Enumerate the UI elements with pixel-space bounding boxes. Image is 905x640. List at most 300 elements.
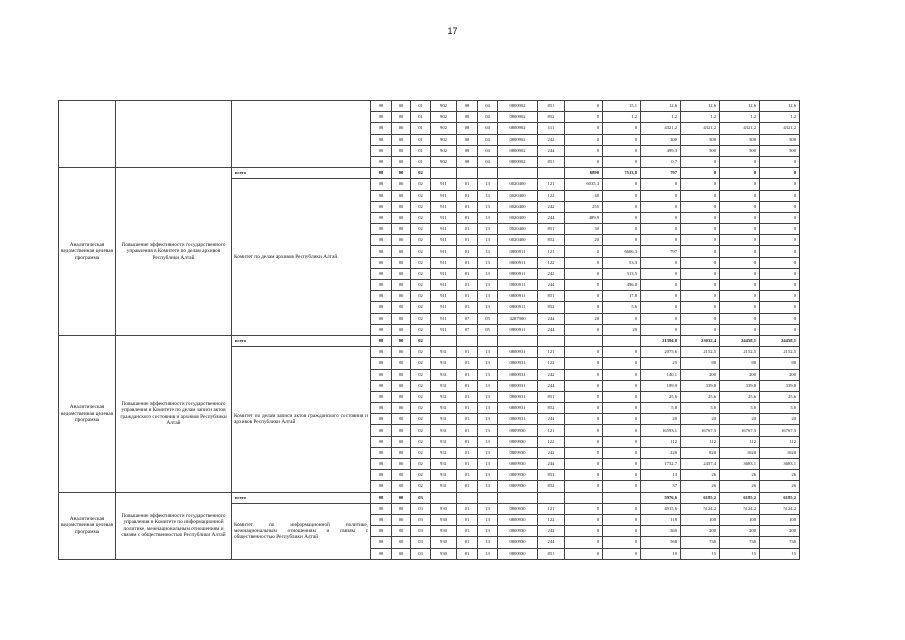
table-cell: 0 (760, 302, 800, 313)
table-cell: 0 (681, 179, 720, 190)
table-cell: 13 (478, 224, 498, 235)
table-cell: 00 (392, 145, 411, 156)
table-cell: 930 (431, 514, 457, 525)
table-cell: 13 (478, 179, 498, 190)
table-cell: 0 (603, 447, 641, 458)
table-cell: 20 (565, 235, 603, 246)
table-cell: 15 (760, 548, 800, 559)
table-cell: 25,6 (720, 391, 760, 402)
table-cell: 03 (411, 514, 431, 525)
table-cell: 0 (603, 481, 641, 492)
table-cell: 931 (431, 414, 457, 425)
table-cell: 13 (478, 481, 498, 492)
table-cell: 0 (603, 190, 641, 201)
total-value-cell (431, 492, 457, 503)
table-cell: 00 (392, 156, 411, 167)
table-cell: 01 (457, 201, 478, 212)
table-cell: 360 (641, 526, 681, 537)
table-cell: 736 (720, 537, 760, 548)
table-cell: 08 (371, 403, 392, 414)
table-cell: 0 (603, 514, 641, 525)
table-cell: 12,6 (681, 101, 720, 112)
table-cell: 902 (431, 123, 457, 134)
table-cell: 08 (371, 436, 392, 447)
table-cell: 02 (411, 425, 431, 436)
table-cell: 1,2 (641, 112, 681, 123)
table-cell: 6606,3 (603, 246, 641, 257)
table-cell: 931 (431, 347, 457, 358)
table-cell: 111 (538, 123, 565, 134)
table-cell: 100 (681, 514, 720, 525)
table-cell: 00 (392, 190, 411, 201)
table-cell: 930 (431, 526, 457, 537)
table-cell: 0 (565, 123, 603, 134)
table-cell: 0 (720, 224, 760, 235)
table-cell: 244 (538, 212, 565, 223)
table-cell: 00 (392, 280, 411, 291)
table-cell: 0 (681, 280, 720, 291)
table-cell: 13 (478, 537, 498, 548)
table-cell: 244 (538, 324, 565, 335)
table-cell: 02 (411, 212, 431, 223)
table-cell: 02 (411, 179, 431, 190)
table-cell: 852 (538, 403, 565, 414)
table-cell: 00 (392, 537, 411, 548)
table-cell: 0 (603, 403, 641, 414)
table-cell: 0 (681, 201, 720, 212)
total-value-cell: 6185,2 (720, 492, 760, 503)
total-value-cell (457, 492, 478, 503)
table-cell: 0800902 (498, 101, 538, 112)
table-cell: 01 (457, 459, 478, 470)
table-cell: 0800930 (498, 526, 538, 537)
table-cell: 02 (411, 324, 431, 335)
table-cell: 0 (565, 414, 603, 425)
total-value-cell: 08 (371, 168, 392, 179)
table-cell: 13 (478, 470, 498, 481)
table-cell: 0 (565, 459, 603, 470)
table-cell: 0 (603, 503, 641, 514)
table-cell: 4915,6 (641, 503, 681, 514)
total-value-cell: 6185,2 (760, 492, 800, 503)
total-value-cell: 00 (392, 168, 411, 179)
table-cell: 00 (392, 514, 411, 525)
total-value-cell: 6185,2 (681, 492, 720, 503)
table-cell: 20 (641, 414, 681, 425)
table-cell: 00 (392, 403, 411, 414)
table-cell: 0 (720, 156, 760, 167)
total-value-cell (431, 168, 457, 179)
table-cell: 01 (457, 212, 478, 223)
program-goal-cell: Повышение эффективности государственного управления в Комитете по делам архивов Республики Алтай (116, 168, 232, 336)
table-cell: 5124,2 (681, 503, 720, 514)
table-cell: 01 (457, 537, 478, 548)
table-cell: 13 (478, 280, 498, 291)
table-cell: 20 (720, 414, 760, 425)
table-cell: 01 (457, 447, 478, 458)
table-cell: 0800931 (498, 369, 538, 380)
table-cell: 6035,3 (565, 179, 603, 190)
total-value-cell: 7513,8 (603, 168, 641, 179)
table-cell: 13 (478, 380, 498, 391)
table-cell: 01 (411, 134, 431, 145)
table-cell: 13 (478, 503, 498, 514)
table-cell: 08 (371, 246, 392, 257)
table-cell: 01 (457, 548, 478, 559)
table-cell: 08 (371, 145, 392, 156)
table-cell: 80 (681, 358, 720, 369)
table-cell: 200 (720, 369, 760, 380)
table-cell: 0 (565, 347, 603, 358)
table-cell: 02 (411, 470, 431, 481)
table-cell: 01 (411, 145, 431, 156)
table-cell: 20 (565, 313, 603, 324)
table-cell: 08 (371, 201, 392, 212)
section-total-row (59, 168, 849, 179)
table-cell: 13 (478, 514, 498, 525)
table-cell: 15,1 (603, 101, 641, 112)
total-value-cell (431, 335, 457, 346)
table-cell: 200 (760, 369, 800, 380)
table-cell: 13 (478, 347, 498, 358)
table-cell: 242 (538, 526, 565, 537)
table-cell: 902 (431, 156, 457, 167)
table-cell: 08 (371, 235, 392, 246)
table-cell: 08 (371, 324, 392, 335)
table-cell: 0 (760, 224, 800, 235)
table-cell: 911 (431, 257, 457, 268)
table-cell: 00 (392, 123, 411, 134)
table-cell: 0020400 (498, 179, 538, 190)
table-cell: 02 (411, 447, 431, 458)
table-cell: 01 (457, 257, 478, 268)
table-cell: 0 (681, 302, 720, 313)
table-cell: 931 (431, 447, 457, 458)
table-cell: 0 (760, 246, 800, 257)
total-value-cell (565, 492, 603, 503)
total-value-cell (457, 335, 478, 346)
table-cell: 04 (478, 123, 498, 134)
table-cell: 0800902 (498, 156, 538, 167)
table-cell: 01 (457, 514, 478, 525)
table-cell: 00 (392, 313, 411, 324)
table-cell: 08 (371, 391, 392, 402)
table-cell: 0800931 (498, 403, 538, 414)
table-cell: 13 (478, 369, 498, 380)
table-cell: 931 (431, 459, 457, 470)
table-cell: 03 (411, 526, 431, 537)
table-cell: 08 (371, 123, 392, 134)
table-cell: 496,8 (603, 280, 641, 291)
program-name-cell: Аналитическая ведомственная целевая программа (59, 168, 116, 336)
table-cell: 500 (760, 145, 800, 156)
table-cell: 300 (681, 134, 720, 145)
table-cell: 0 (760, 280, 800, 291)
table-cell: 851 (538, 291, 565, 302)
table-cell: 0020400 (498, 190, 538, 201)
table-cell: 13 (478, 257, 498, 268)
table-cell: 0 (720, 257, 760, 268)
table-cell: 01 (457, 403, 478, 414)
table-cell: 851 (538, 224, 565, 235)
table-cell: 0 (641, 224, 681, 235)
table-cell: 0 (720, 280, 760, 291)
table-cell: 121 (538, 503, 565, 514)
budget-table (58, 100, 849, 560)
table-cell: 16767,3 (681, 425, 720, 436)
table-cell: 0 (603, 235, 641, 246)
table-cell: 0020400 (498, 212, 538, 223)
table-cell: 16767,3 (720, 425, 760, 436)
total-value-cell: 08 (371, 335, 392, 346)
table-cell: 80 (760, 358, 800, 369)
table-cell: 03 (411, 548, 431, 559)
table-row (59, 101, 849, 112)
table-cell: 0 (681, 156, 720, 167)
table-cell: 122 (538, 436, 565, 447)
table-cell: 25,6 (681, 391, 720, 402)
table-cell: 15 (720, 548, 760, 559)
table-cell: 0 (565, 358, 603, 369)
table-cell: 01 (411, 101, 431, 112)
table-cell: 01 (457, 526, 478, 537)
table-cell: 5124,2 (760, 503, 800, 514)
table-cell: 16593,1 (641, 425, 681, 436)
total-value-cell (478, 335, 498, 346)
executor-cell (232, 101, 371, 168)
table-cell: 0 (760, 190, 800, 201)
table-cell: 08 (371, 548, 392, 559)
table-cell: 13 (478, 403, 498, 414)
table-cell: 17,8 (603, 291, 641, 302)
table-cell: 911 (431, 302, 457, 313)
program-name-cell: Аналитическая ведомственная целевая программа (59, 492, 116, 559)
table-cell: 00 (392, 212, 411, 223)
table-cell: 13 (478, 190, 498, 201)
table-cell: 00 (392, 324, 411, 335)
total-label: всего (232, 492, 371, 503)
table-cell: 0 (565, 514, 603, 525)
table-cell: 0 (720, 302, 760, 313)
table-cell: 0800911 (498, 268, 538, 279)
table-cell: 08 (371, 358, 392, 369)
table-cell: 911 (431, 235, 457, 246)
table-cell: 0 (603, 459, 641, 470)
table-cell: 2075,6 (641, 347, 681, 358)
table-cell: 08 (371, 134, 392, 145)
table-cell: 13 (641, 470, 681, 481)
table-cell: 3683,1 (760, 459, 800, 470)
table-cell: 121 (538, 347, 565, 358)
table-cell: 08 (371, 224, 392, 235)
table-cell: 13 (478, 447, 498, 458)
table-cell: 0 (565, 425, 603, 436)
table-cell: 01 (457, 268, 478, 279)
total-value-cell (478, 168, 498, 179)
table-cell: 244 (538, 145, 565, 156)
table-cell: 00 (392, 391, 411, 402)
table-cell: 01 (457, 291, 478, 302)
table-cell: 08 (371, 268, 392, 279)
table-cell: 0 (641, 313, 681, 324)
table-cell: 0800931 (498, 380, 538, 391)
table-cell: 01 (457, 179, 478, 190)
table-cell: 01 (457, 425, 478, 436)
table-cell: 300 (641, 134, 681, 145)
page-number: 17 (447, 26, 458, 36)
table-cell: 01 (457, 436, 478, 447)
table-cell: 0020400 (498, 235, 538, 246)
table-cell: 121 (538, 246, 565, 257)
table-cell: 0809930 (498, 470, 538, 481)
table-cell: 0 (681, 268, 720, 279)
table-cell: 13 (478, 548, 498, 559)
table-cell: 911 (431, 212, 457, 223)
table-cell: 500 (681, 145, 720, 156)
table-cell: 0 (760, 291, 800, 302)
section-total-row (59, 492, 849, 503)
table-cell: 5,6 (603, 302, 641, 313)
table-cell: 01 (457, 280, 478, 291)
table-cell: 200 (760, 526, 800, 537)
table-cell: 0 (681, 235, 720, 246)
table-cell: 00 (392, 481, 411, 492)
total-value-cell: 5976,6 (641, 492, 681, 503)
table-cell: 01 (457, 503, 478, 514)
table-cell: 112 (681, 436, 720, 447)
table-cell: 02 (411, 391, 431, 402)
table-cell: 12,6 (720, 101, 760, 112)
table-cell: 0 (565, 503, 603, 514)
table-cell: 00 (392, 414, 411, 425)
table-cell: 16767,3 (760, 425, 800, 436)
table-cell: 02 (411, 313, 431, 324)
table-cell: 189,9 (641, 380, 681, 391)
table-cell: 0 (603, 369, 641, 380)
table-cell: 100 (760, 514, 800, 525)
table-cell: 911 (431, 179, 457, 190)
table-cell: 244 (538, 313, 565, 324)
table-cell: 01 (457, 481, 478, 492)
table-cell: 08 (371, 470, 392, 481)
executor-cell: Комитет по делам записи актов гражданского состояния и архивов Республики Алтай (232, 347, 371, 492)
table-cell: 26 (760, 470, 800, 481)
table-cell: 08 (457, 134, 478, 145)
table-cell: 5,8 (681, 403, 720, 414)
table-cell: 0800930 (498, 503, 538, 514)
table-cell: 13 (478, 526, 498, 537)
table-cell: 13 (478, 235, 498, 246)
table-cell: 852 (538, 302, 565, 313)
total-value-cell (538, 335, 565, 346)
table-cell: 0 (720, 235, 760, 246)
table-cell: 20 (603, 324, 641, 335)
table-cell: 26 (720, 481, 760, 492)
table-cell: 242 (538, 447, 565, 458)
total-value-cell (603, 335, 641, 346)
table-cell: 0809930 (498, 459, 538, 470)
table-cell: 0 (565, 246, 603, 257)
table-cell: 911 (431, 224, 457, 235)
table-cell: 0 (603, 470, 641, 481)
program-goal-cell: Повышение эффективности государственного управления в Комитете по информационной политике, межнациональным отношениям и связям с общественностью Республики Алтай (116, 492, 232, 559)
table-cell: 37 (641, 481, 681, 492)
table-cell: 0809930 (498, 481, 538, 492)
table-cell: 2152,5 (760, 347, 800, 358)
table-cell: 02 (411, 414, 431, 425)
table-cell: 01 (457, 380, 478, 391)
table-cell: 255 (565, 201, 603, 212)
table-cell: 931 (431, 470, 457, 481)
table-cell: 200 (681, 526, 720, 537)
table-cell: 0 (720, 268, 760, 279)
table-cell: 931 (431, 436, 457, 447)
table-cell: 112 (760, 436, 800, 447)
table-cell: 902 (431, 112, 457, 123)
table-cell: 122 (538, 257, 565, 268)
table-cell: 20 (681, 414, 720, 425)
table-cell: 1,2 (760, 112, 800, 123)
table-cell: 02 (411, 369, 431, 380)
table-cell: 0 (603, 414, 641, 425)
table-cell: 08 (371, 414, 392, 425)
table-cell: 931 (431, 481, 457, 492)
table-cell: 04 (478, 101, 498, 112)
table-cell: 1020 (720, 447, 760, 458)
table-cell: 0 (565, 112, 603, 123)
table-cell: 01 (457, 190, 478, 201)
table-cell: 02 (411, 291, 431, 302)
table-cell: 26 (720, 470, 760, 481)
program-goal-cell (116, 101, 232, 168)
table-cell: 300 (720, 134, 760, 145)
table-cell: 00 (392, 436, 411, 447)
table-cell: 911 (431, 324, 457, 335)
table-cell: 13 (478, 212, 498, 223)
table-cell: 0800931 (498, 347, 538, 358)
table-cell: 568 (641, 537, 681, 548)
total-label: всего (232, 168, 371, 179)
table-cell: 0 (603, 548, 641, 559)
total-value-cell (603, 492, 641, 503)
program-name-cell (59, 101, 116, 168)
table-cell: 100 (720, 514, 760, 525)
table-cell: 02 (411, 302, 431, 313)
table-cell: 13 (478, 201, 498, 212)
table-cell: 00 (392, 291, 411, 302)
table-cell: 08 (371, 526, 392, 537)
table-cell: 0 (641, 324, 681, 335)
total-value-cell: 24458,1 (760, 335, 800, 346)
table-cell: 244 (538, 459, 565, 470)
table-cell: 0 (641, 235, 681, 246)
table-cell: 01 (457, 470, 478, 481)
table-cell: 00 (392, 134, 411, 145)
table-cell: 0 (681, 246, 720, 257)
table-cell: 0 (641, 291, 681, 302)
table-cell: 851 (538, 391, 565, 402)
table-cell: 911 (431, 291, 457, 302)
table-cell: 931 (431, 403, 457, 414)
table-cell: 1732,7 (641, 459, 681, 470)
table-cell: 01 (457, 224, 478, 235)
table-cell: 5,8 (641, 403, 681, 414)
table-cell: 0 (681, 257, 720, 268)
table-cell: 30 (565, 224, 603, 235)
table-cell: 244 (538, 414, 565, 425)
table-cell: 02 (411, 246, 431, 257)
table-cell: 0 (565, 470, 603, 481)
